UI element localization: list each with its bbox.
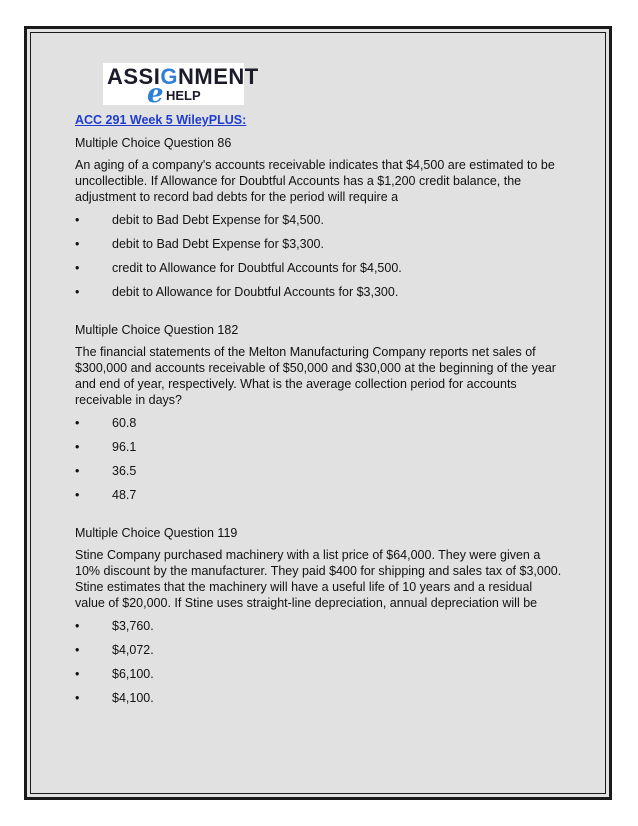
bullet-icon: •: [75, 237, 80, 251]
option-text: debit to Bad Debt Expense for $3,300.: [112, 237, 324, 251]
assignment-help-logo: [103, 63, 259, 109]
answer-option: [75, 690, 565, 706]
question-text: Stine Company purchased machinery with a list price of $64,000. They were given a 10% discount by the manufacturer. They paid $400 for shipping and sales tax of $3,000. Stine estimates that the machinery will have a useful life of 10 years and a residual value of $20,000. If Stine uses straight-line depreciation, annual depreciation will be: [75, 548, 562, 610]
option-text: $4,100.: [112, 691, 154, 705]
document-page: [24, 26, 612, 800]
answer-option: [75, 642, 565, 658]
answer-option: [75, 260, 565, 276]
question-block: [75, 135, 565, 300]
question-text: An aging of a company's accounts receivable indicates that $4,500 are estimated to be uncollectible. If Allowance for Doubtful Accounts has a $1,200 credit balance, the adjustment to record bad debts for the period will require a: [75, 158, 555, 204]
logo-help-text: HELP: [166, 88, 201, 103]
answer-option: [75, 487, 565, 503]
logo-wordmark: ASSIGNMENT: [107, 64, 259, 89]
answer-option: [75, 284, 565, 300]
answer-option: [75, 212, 565, 228]
bullet-icon: •: [75, 213, 80, 227]
bullet-icon: •: [75, 488, 80, 502]
option-text: credit to Allowance for Doubtful Accounts for $4,500.: [112, 261, 402, 275]
bullet-icon: •: [75, 619, 80, 633]
bullet-icon: •: [75, 691, 80, 705]
option-text: debit to Allowance for Doubtful Accounts for $3,300.: [112, 285, 399, 299]
question-text: The financial statements of the Melton Manufacturing Company reports net sales of $300,000 and accounts receivable of $50,000 and $30,000 at the beginning of the year and end of year, respectively. What is the average collection period for accounts receivable in days?: [75, 345, 556, 407]
answer-option: [75, 463, 565, 479]
answer-option: [75, 236, 565, 252]
answer-option: [75, 666, 565, 682]
option-text: 60.8: [112, 416, 137, 430]
bullet-icon: •: [75, 643, 80, 657]
question-block: [75, 322, 565, 503]
bullet-icon: •: [75, 667, 80, 681]
bullet-icon: •: [75, 285, 80, 299]
answer-option: [75, 415, 565, 431]
option-text: $4,072.: [112, 643, 154, 657]
option-text: $3,760.: [112, 619, 154, 633]
option-text: debit to Bad Debt Expense for $4,500.: [112, 213, 324, 227]
question-header: Multiple Choice Question 86: [75, 136, 232, 150]
answer-option: [75, 439, 565, 455]
option-text: 36.5: [112, 464, 137, 478]
option-text: 96.1: [112, 440, 137, 454]
question-block: [75, 525, 565, 706]
answer-option: [75, 618, 565, 634]
document-title: ACC 291 Week 5 WileyPLUS:: [75, 113, 247, 127]
bullet-icon: •: [75, 261, 80, 275]
bullet-icon: •: [75, 440, 80, 454]
logo-e-mark: e: [147, 79, 164, 109]
bullet-icon: •: [75, 464, 80, 478]
option-text: $6,100.: [112, 667, 154, 681]
bullet-icon: •: [75, 416, 80, 430]
option-text: 48.7: [112, 488, 137, 502]
question-header: Multiple Choice Question 119: [75, 526, 238, 540]
question-header: Multiple Choice Question 182: [75, 323, 239, 337]
document-content: [75, 112, 565, 728]
